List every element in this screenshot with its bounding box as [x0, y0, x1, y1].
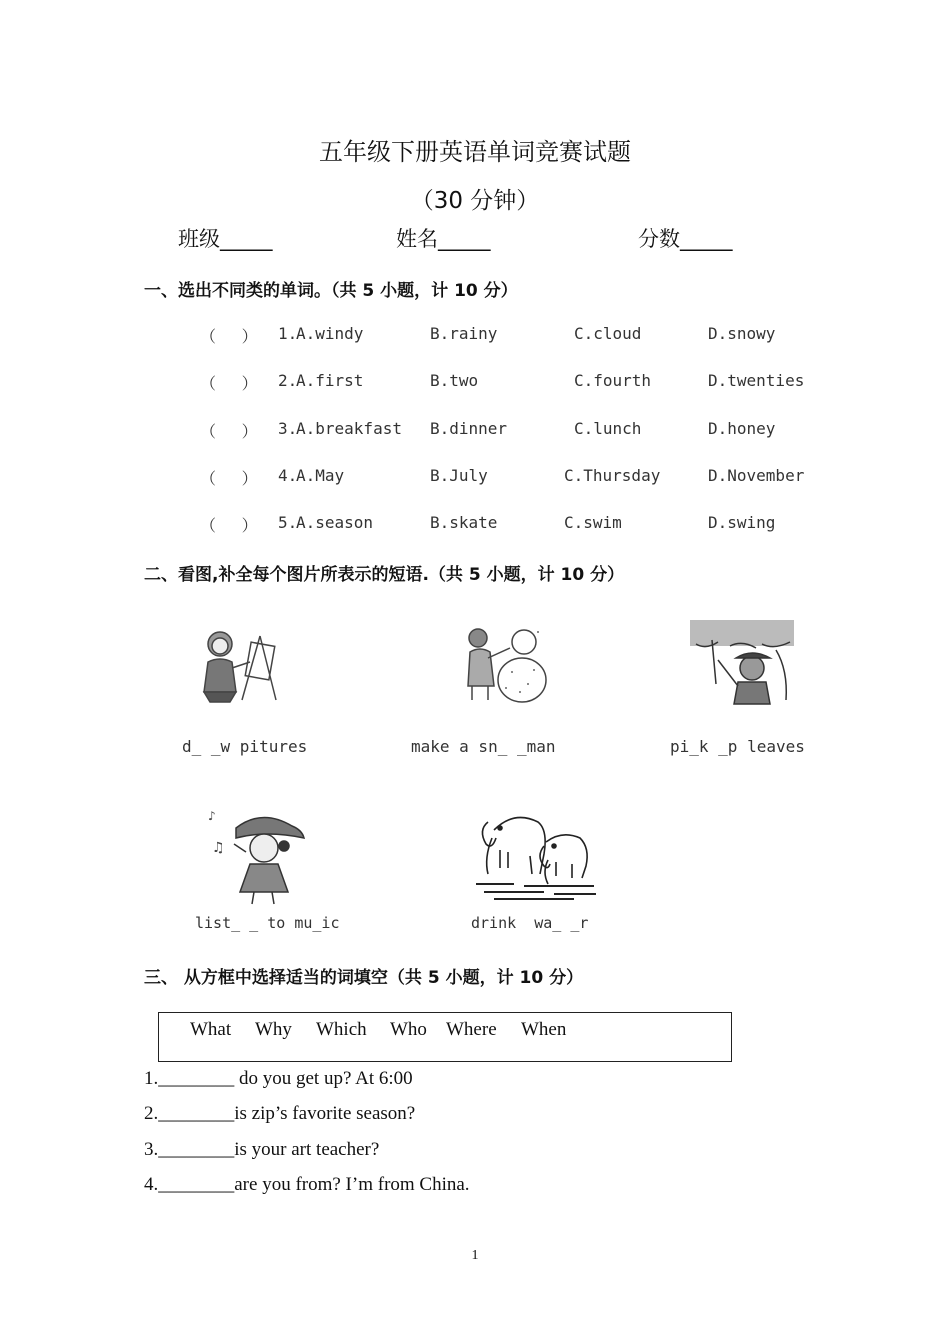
drawing-girl-illustration	[190, 622, 280, 704]
phrase-pick-leaves: pi_k _p leaves	[670, 737, 805, 756]
word-bank-box	[158, 1012, 732, 1062]
picking-leaves-illustration	[690, 620, 794, 706]
svg-text:♪: ♪	[208, 809, 216, 823]
question-number: 5.	[278, 513, 298, 532]
option-c: C.lunch	[574, 419, 642, 438]
answer-blank[interactable]: （ ）	[200, 422, 258, 441]
question-number: 2.	[278, 371, 298, 390]
option-d: D.swing	[708, 513, 776, 532]
option-b: B.skate	[430, 513, 498, 532]
option-a: A.first	[296, 371, 364, 390]
phrase-listen-music: list_ _ to mu_ic	[195, 914, 340, 932]
question-number: 4.	[278, 466, 298, 485]
answer-blank[interactable]: （ ）	[200, 374, 258, 393]
word-when: When	[521, 1019, 567, 1040]
question-number: 3.	[278, 419, 298, 438]
page-title: 五年级下册英语单词竞赛试题	[319, 138, 631, 166]
elephants-drinking-illustration	[474, 808, 600, 902]
option-b: B.rainy	[430, 324, 498, 343]
fill-sentence-4[interactable]: 4.________are you from? I’m from China.	[144, 1174, 470, 1195]
name-field[interactable]: 姓名_____	[396, 227, 491, 251]
section1-heading: 一、选出不同类的单词。（共 5 小题，计 10 分）	[144, 281, 518, 301]
answer-blank[interactable]: （ ）	[200, 469, 258, 488]
listening-music-illustration	[206, 808, 310, 906]
svg-text:♫: ♫	[212, 840, 225, 856]
answer-blank[interactable]: （ ）	[200, 516, 258, 535]
option-c: C.fourth	[574, 371, 652, 390]
page-subtitle: （30 分钟）	[410, 188, 540, 214]
fill-sentence-3[interactable]: 3.________is your art teacher?	[144, 1139, 380, 1160]
word-who: Who	[390, 1019, 427, 1040]
option-a: A.windy	[296, 324, 364, 343]
option-d: D.honey	[708, 419, 776, 438]
page-number: 1	[471, 1248, 479, 1263]
option-a: A.breakfast	[296, 419, 402, 438]
section2-heading: 二、看图,补全每个图片所表示的短语.（共 5 小题，计 10 分）	[144, 565, 625, 585]
option-c: C.cloud	[574, 324, 642, 343]
word-what: What	[190, 1019, 232, 1040]
snowman-illustration	[462, 622, 548, 704]
word-which: Which	[316, 1019, 367, 1040]
phrase-draw-pictures: d_ _w pitures	[182, 737, 308, 756]
phrase-make-snowman: make a sn_ _man	[411, 737, 556, 756]
score-field[interactable]: 分数_____	[638, 227, 733, 251]
phrase-drink-water: drink wa_ _r	[471, 914, 589, 932]
option-d: D.twenties	[708, 371, 805, 390]
option-b: B.July	[430, 466, 488, 485]
option-a: A.season	[296, 513, 374, 532]
word-where: Where	[446, 1019, 497, 1040]
option-d: D.November	[708, 466, 805, 485]
option-a: A.May	[296, 466, 345, 485]
option-d: D.snowy	[708, 324, 776, 343]
option-c: C.swim	[564, 513, 622, 532]
fill-sentence-2[interactable]: 2.________is zip’s favorite season?	[144, 1103, 416, 1124]
option-c: C.Thursday	[564, 466, 661, 485]
question-number: 1.	[278, 324, 298, 343]
word-why: Why	[255, 1019, 292, 1040]
option-b: B.dinner	[430, 419, 508, 438]
fill-sentence-1[interactable]: 1.________ do you get up? At 6:00	[144, 1068, 413, 1089]
answer-blank[interactable]: （ ）	[200, 327, 258, 346]
section3-heading: 三、 从方框中选择适当的词填空（共 5 小题，计 10 分）	[144, 968, 584, 988]
class-field[interactable]: 班级_____	[178, 227, 273, 251]
option-b: B.two	[430, 371, 479, 390]
